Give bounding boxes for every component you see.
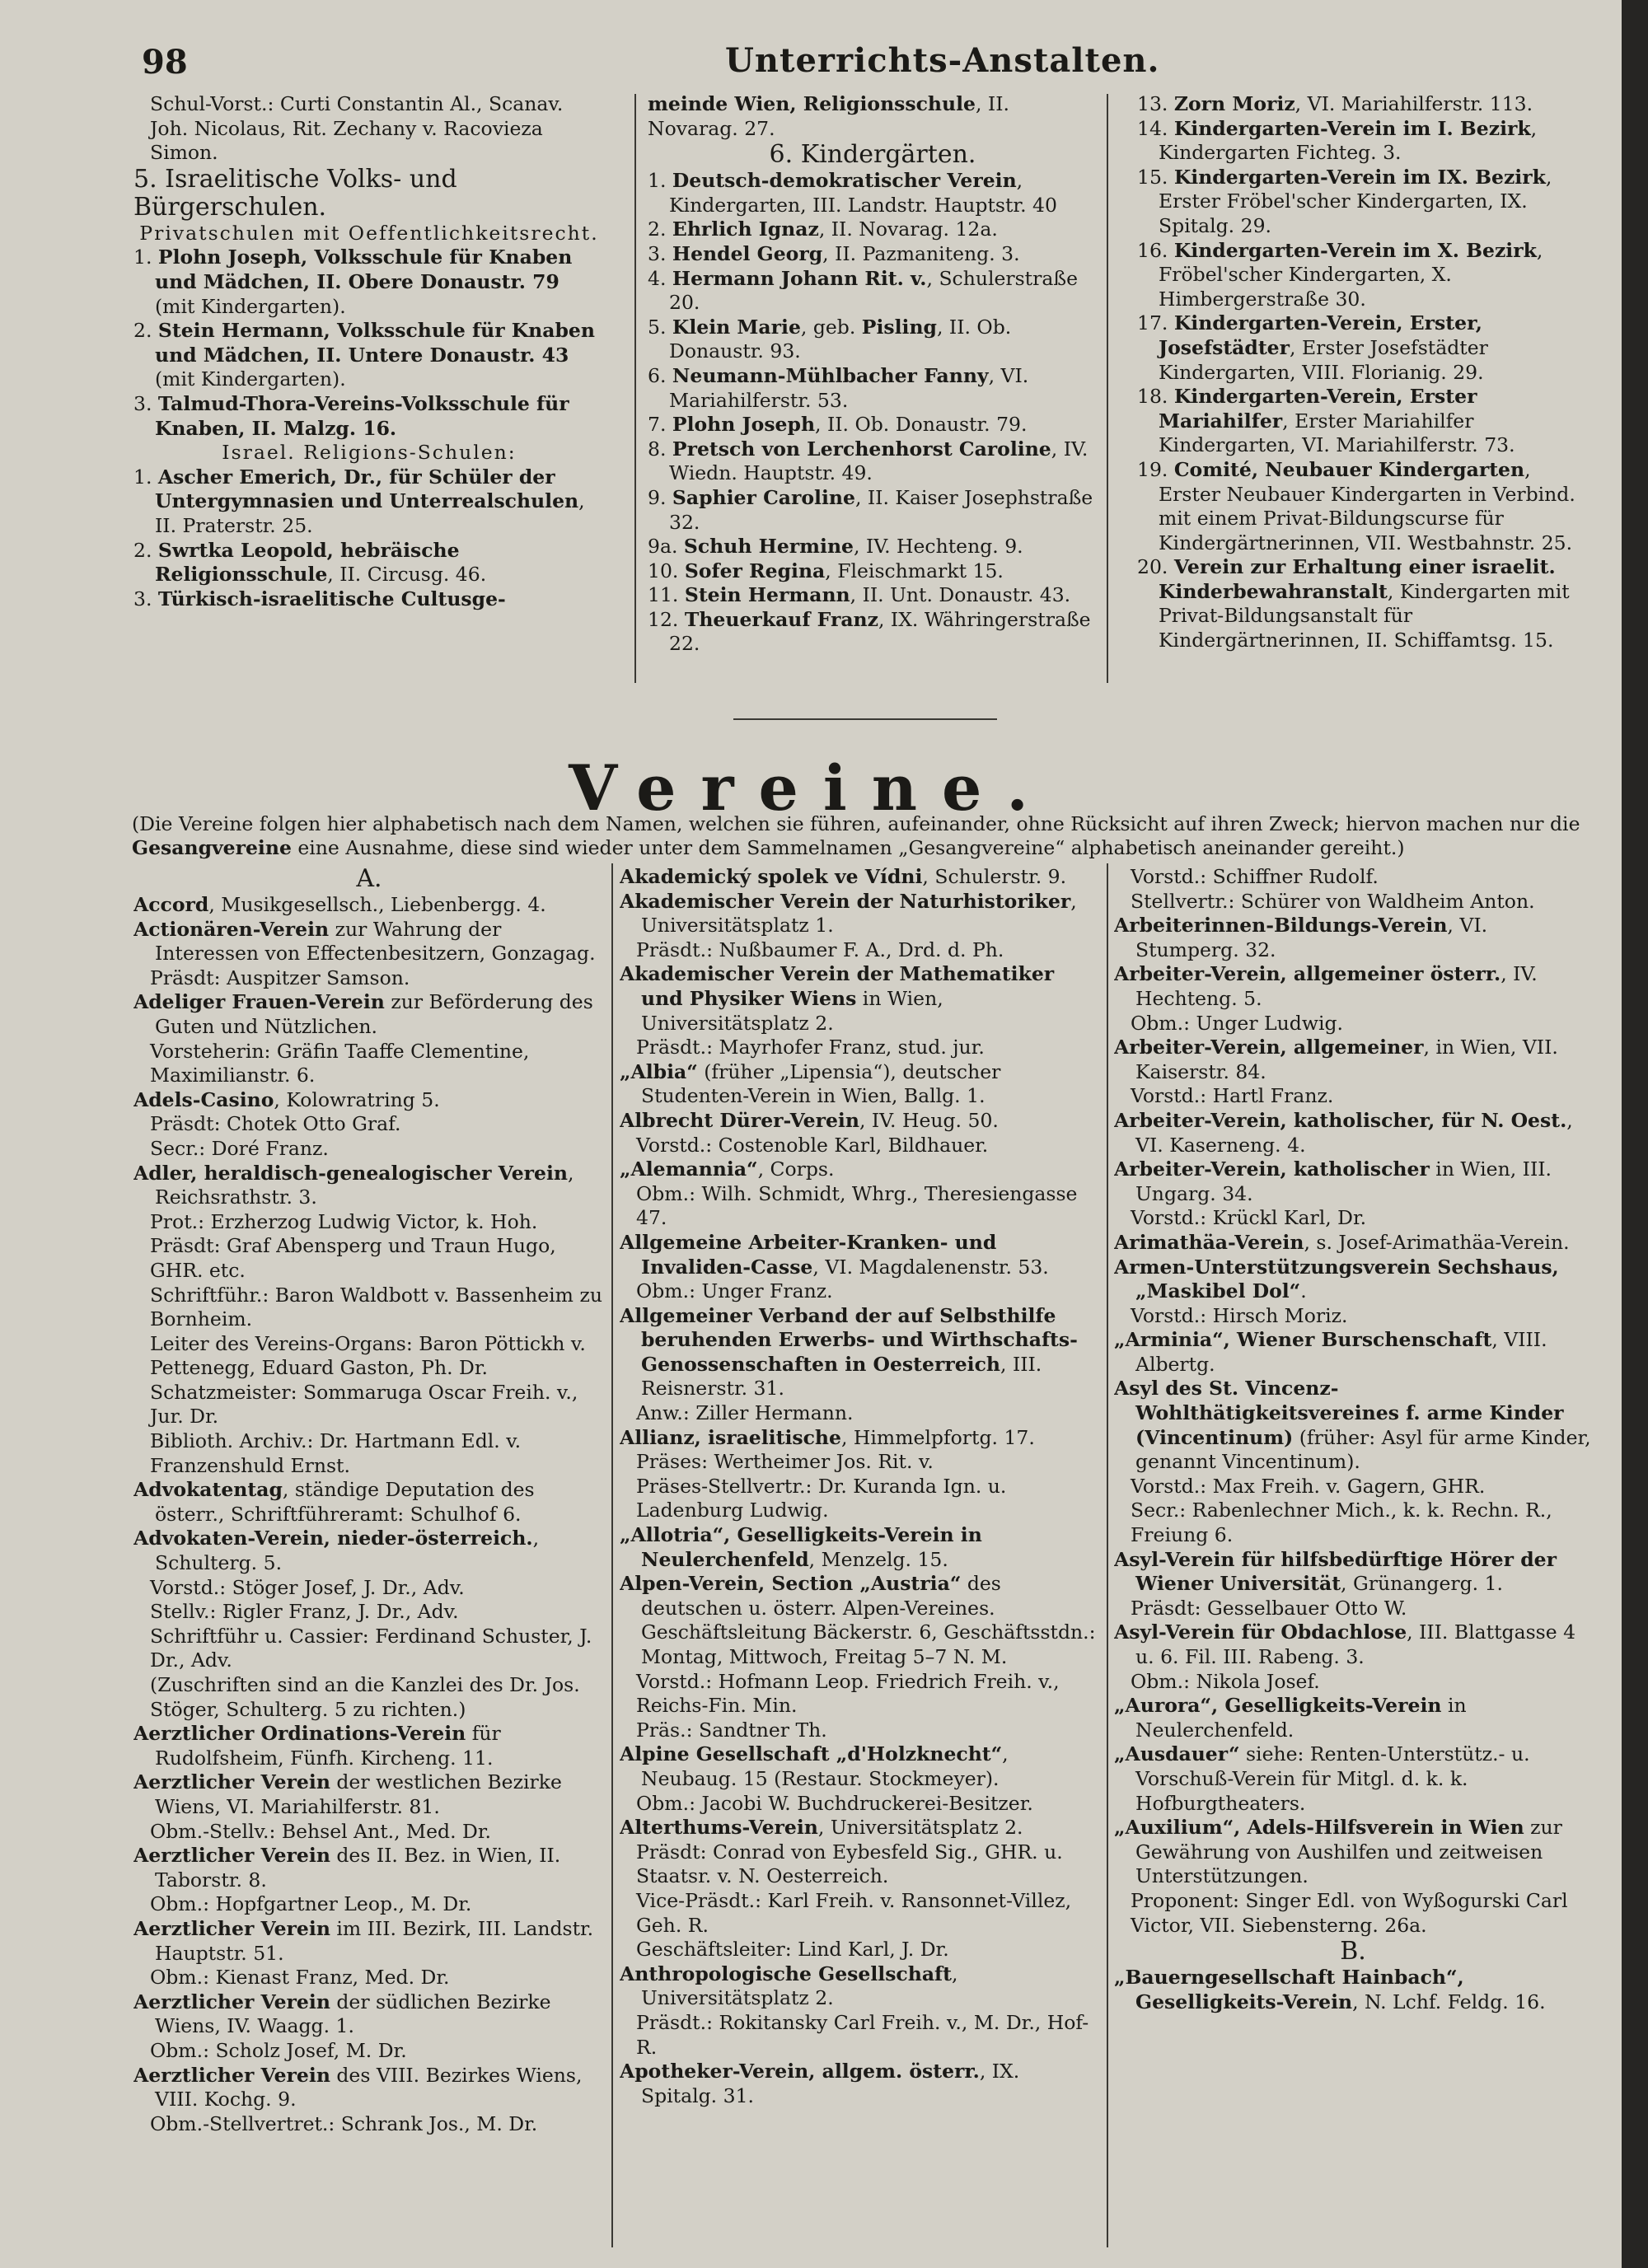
entry: Aerztlicher Verein der südlichen Bezirke Wiens, IV. Waagg. 1. — [133, 1990, 551, 2038]
entry: 11. Stein Hermann, II. Unt. Donaustr. 43. — [648, 583, 1071, 607]
entry: Schatzmeister: Sommaruga Oscar Freih. v., Jur. Dr. — [150, 1380, 578, 1429]
entry: 13. Zorn Moriz, VI. Mariahilferstr. 113. — [1137, 92, 1533, 115]
entry: Geschäftsleiter: Lind Karl, J. Dr. — [636, 1938, 949, 1962]
entry: Schul-Vorst.: Curti Constantin Al., Scanav. Joh. Nicolaus, Rit. Zechany v. Racoviezа Simon. — [150, 92, 564, 165]
entry: 2. Swrtka Leopold, hebräische Religionsschule, II. Circusg. 46. — [133, 538, 487, 587]
entry: A. — [356, 865, 382, 893]
entry: 3. Hendel Georg, II. Pazmaniteng. 3. — [648, 241, 1020, 265]
entry: 8. Pretsch von Lerchenhorst Caroline, IV. Wiedn. Hauptstr. 49. — [648, 437, 1089, 485]
entry: 3. Türkisch-israelitische Cultusge- — [133, 587, 506, 610]
entry: Vorsteherin: Gräfin Taaffe Clementine, Maximilianstr. 6. — [150, 1039, 530, 1087]
entry: Obm.: Hopfgartner Leop., M. Dr. — [150, 1892, 472, 1916]
entry: Präsdt.: Nußbaumer F. A., Drd. d. Ph. — [636, 938, 1004, 961]
column-vereine-a2 — [620, 865, 1101, 2249]
entry: Vorstd.: Stöger Josef, J. Dr., Adv. — [150, 1575, 465, 1599]
entry: Präsdt: Conrad von Eybesfeld Sig., GHR. u. Staatsr. v. N. Oesterreich. — [636, 1840, 1063, 1888]
entry: 16. Kindergarten-Verein im X. Bezirk, Fröbel'scher Kindergarten, X. Himbergerstraße 30. — [1137, 238, 1543, 311]
entry: Asyl des St. Vincenz-Wohlthätigkeitsvereines f. arme Kinder (Vincentinum) (früher: Asyl für arme Kinder, genannt Vincentinum). — [1114, 1377, 1591, 1474]
entry: Obm.: Wilh. Schmidt, Whrg., Theresiengasse 47. — [636, 1181, 1078, 1230]
entry: Anthropologische Gesellschaft, Universitätsplatz 2. — [620, 1962, 958, 2010]
entry: Allgemeine Arbeiter-Kranken- und Invaliden-Casse, VI. Magdalenenstr. 53. — [620, 1230, 1049, 1279]
entry: Accord, Musikgesellsch., Liebenbergg. 4. — [133, 893, 546, 916]
entry: Anw.: Ziller Hermann. — [636, 1401, 854, 1425]
entry: Alpen-Verein, Section „Austria“ des deutschen u. österr. Alpen-Vereines. Geschäftsleitung Bäckerstr. 6, Geschäftsstdn.: Montag, Mittwoch, Freitag 5–7 N. M. — [620, 1572, 1096, 1668]
binding-edge — [1622, 0, 1648, 2268]
entry: Arbeiter-Verein, katholischer in Wien, III. Ungarg. 34. — [1114, 1157, 1552, 1205]
entry: Obm.: Unger Ludwig. — [1131, 1011, 1343, 1035]
entry: Adler, heraldisch-genealogischer Verein, Reichsrathstr. 3. — [133, 1161, 574, 1209]
entry: Arbeiter-Verein, allgemeiner, in Wien, VII. Kaiserstr. 84. — [1114, 1036, 1558, 1083]
entry: Präsdt.: Mayrhofer Franz, stud. jur. — [636, 1036, 985, 1059]
section-title-vereine: Vereine. — [569, 751, 1053, 825]
entry: 19. Comité, Neubauer Kindergarten, Erster Neubauer Kindergarten in Verbind. mit einem Privat-Bildungscurse für Kindergärtnerinnen, VII. Westbahnstr. 25. — [1137, 457, 1575, 554]
entry: Präsdt: Gesselbauer Otto W. — [1131, 1596, 1407, 1620]
entry: „Albia“ (früher „Lipensia“), deutscher Studenten-Verein in Wien, Ballg. 1. — [620, 1059, 1001, 1108]
entry: Aerztlicher Verein des VIII. Bezirkes Wiens, VIII. Kochg. 9. — [133, 2063, 583, 2111]
column-divider — [611, 863, 613, 2247]
entry: Obm.: Jacobi W. Buchdruckerei-Besitzer. — [636, 1791, 1033, 1815]
entry: 1. Ascher Emerich, Dr., für Schüler der Untergymnasien und Unterrealschulen, II. Praterstr. 25. — [133, 465, 585, 537]
entry: „Arminia“, Wiener Burschenschaft, VIII. Albertg. — [1114, 1328, 1547, 1376]
entry: Adels-Casino, Kolowratring 5. — [133, 1087, 440, 1111]
entry: 4. Hermann Johann Rit. v., Schulerstraße 20. — [648, 266, 1078, 315]
entry: „Bauerngesellschaft Hainbach“, Geselligkeits-Verein, N. Lchf. Feldg. 16. — [1114, 1966, 1546, 2013]
entry: Apotheker-Verein, allgem. österr., IX. Spitalg. 31. — [620, 2060, 1020, 2107]
entry: 9a. Schuh Hermine, IV. Hechteng. 9. — [648, 535, 1023, 559]
entry: Secr.: Rabenlechner Mich., k. k. Rechn. R., Freiung 6. — [1131, 1499, 1552, 1547]
entry: Vice-Präsdt.: Karl Freih. v. Ransonnet-Villez, Geh. R. — [636, 1888, 1072, 1937]
entry: 1. Plohn Joseph, Volksschule für Knaben und Mädchen, II. Obere Donaustr. 79 (mit Kindergarten). — [133, 246, 573, 318]
entry: meinde Wien, Religionsschule, II. Novarag. 27. — [648, 92, 1009, 140]
page-number: 98 — [142, 43, 188, 82]
entry: Advokatentag, ständige Deputation des österr., Schriftführeramt: Schulhof 6. — [133, 1478, 535, 1526]
entry: Präses: Wertheimer Jos. Rit. v. — [636, 1450, 934, 1474]
entry: Arimathäa-Verein, s. Josef-Arimathäa-Verein. — [1114, 1230, 1570, 1254]
vereine-intro-note — [132, 812, 1590, 860]
entry: 3. Talmud-Thora-Vereins-Volksschule für Knaben, II. Malzg. 16. — [133, 391, 569, 440]
entry: B. — [1340, 1937, 1366, 1966]
entry: Präsdt: Chotek Otto Graf. — [150, 1112, 401, 1136]
entry: 1. Deutsch-demokratischer Verein, Kindergarten, III. Landstr. Hauptstr. 40 — [648, 169, 1057, 217]
entry: 2. Ehrlich Ignaz, II. Novarag. 12a. — [648, 217, 998, 241]
entry: 15. Kindergarten-Verein im IX. Bezirk, Erster Fröbel'scher Kindergarten, IX. Spitalg. 29. — [1137, 165, 1552, 237]
intro-text: (Die Vereine folgen hier alphabetisch nach dem Namen, welchen sie führen, aufeinander, ohne Rücksicht auf ihren Zweck; hiervon machen nur die Gesangvereine eine Ausnahme, diese sind wieder unter dem Sammelnamen „Gesangvereine“ alphabetisch aneinander gereiht.) — [132, 812, 1580, 859]
entry: 14. Kindergarten-Verein im I. Bezirk, Kindergarten Fichteg. 3. — [1137, 116, 1538, 165]
entry: 17. Kindergarten-Verein, Erster, Josefstädter, Erster Josefstädter Kindergarten, VIII. Florianig. 29. — [1137, 311, 1488, 384]
entry: 5. Klein Marie, geb. Pisling, II. Ob. Donaustr. 93. — [648, 315, 1012, 363]
entry: Aerztlicher Ordinations-Verein für Rudolfsheim, Fünfh. Kircheng. 11. — [133, 1722, 501, 1770]
entry: Secr.: Doré Franz. — [150, 1136, 329, 1160]
column-divider — [634, 94, 636, 683]
column-israelitische-schulen — [133, 92, 605, 685]
entry: 20. Verein zur Erhaltung einer israelit. Kinderbewahranstalt, Kindergarten mit Privat-Bildungsanstalt für Kindergärtnerinnen, II. Schiffamtsg. 15. — [1137, 555, 1570, 652]
entry: Vorstd.: Krückl Karl, Dr. — [1131, 1206, 1367, 1230]
entry: „Ausdauer“ siehe: Renten-Unterstütz.- u. Vorschuß-Verein für Mitgl. d. k. k. Hofburgtheaters. — [1114, 1742, 1530, 1815]
entry: Allianz, israelitische, Himmelpfortg. 17. — [620, 1425, 1035, 1449]
entry: Advokaten-Verein, nieder-österreich., Schulterg. 5. — [133, 1527, 540, 1575]
entry: Leiter des Vereins-Organs: Baron Pöttickh v. Pettenegg, Eduard Gaston, Ph. Dr. — [150, 1331, 586, 1380]
entry: 9. Saphier Caroline, II. Kaiser Josephstraße 32. — [648, 485, 1093, 534]
column-kindergarten-vereine — [1137, 92, 1590, 685]
entry: Präsdt.: Rokitansky Carl Freih. v., M. Dr., Hof-R. — [636, 2010, 1089, 2059]
entry: Biblioth. Archiv.: Dr. Hartmann Edl. v. Franzenshuld Ernst. — [150, 1429, 522, 1477]
entry: Schriftführ.: Baron Waldbott v. Bassenheim zu Bornheim. — [150, 1283, 602, 1331]
entry: Schriftführ u. Cassier: Ferdinand Schuster, J. Dr., Adv. — [150, 1624, 592, 1672]
entry: Albrecht Dürer-Verein, IV. Heug. 50. — [620, 1108, 999, 1132]
entry: Präses-Stellvertr.: Dr. Kuranda Ign. u. Ladenburg Ludwig. — [636, 1474, 1007, 1522]
entry: Aerztlicher Verein im III. Bezirk, III. Landstr. Hauptstr. 51. — [133, 1916, 594, 1965]
entry: Vorstd.: Schiffner Rudolf. — [1131, 865, 1379, 888]
entry: Obm.: Nikola Josef. — [1131, 1669, 1320, 1693]
entry: Vorstd.: Costenoble Karl, Bildhauer. — [636, 1133, 989, 1157]
entry: Allgemeiner Verband der auf Selbsthilfe beruhenden Erwerbs- und Wirthschafts-Genossenschaften in Oesterreich, III. Reisnerstr. 31. — [620, 1303, 1078, 1401]
entry: Asyl-Verein für hilfsbedürftige Hörer der Wiener Universität, Grünangerg. 1. — [1114, 1547, 1557, 1596]
entry: Stellv.: Rigler Franz, J. Dr., Adv. — [150, 1600, 459, 1624]
page-title: Unterrichts-Anstalten. — [725, 41, 1160, 80]
column-divider — [1107, 863, 1108, 2247]
entry: Obm.: Unger Franz. — [636, 1279, 833, 1303]
entry: Vorstd.: Hofmann Leop. Friedrich Freih. v., Reichs-Fin. Min. — [636, 1669, 1060, 1718]
entry: Proponent: Singer Edl. von Wyßogurski Carl Victor, VII. Siebensterng. 26a. — [1131, 1888, 1568, 1937]
entry: Arbeiter-Verein, katholischer, für N. Oest., VI. Kaserneng. 4. — [1114, 1108, 1573, 1157]
entry: Präs.: Sandtner Th. — [636, 1718, 827, 1742]
entry: „Allotria“, Geselligkeits-Verein in Neulerchenfeld, Menzelg. 15. — [620, 1523, 982, 1571]
entry: Obm.-Stellvertret.: Schrank Jos., M. Dr. — [150, 2111, 538, 2135]
column-divider — [1107, 94, 1108, 683]
entry: Adeliger Frauen-Verein zur Beförderung des Guten und Nützlichen. — [133, 990, 593, 1038]
section-divider — [733, 718, 997, 720]
entry: Akademický spolek ve Vídni, Schulerstr. 9. — [620, 865, 1067, 888]
entry: Vorstd.: Hartl Franz. — [1131, 1084, 1334, 1108]
entry: 6. Kindergärten. — [769, 140, 976, 170]
column-vereine-a3-b — [1114, 865, 1592, 2249]
entry: Alpine Gesellschaft „d'Holzknecht“, Neubaug. 15 (Restaur. Stockmeyer). — [620, 1742, 1009, 1790]
entry: Armen-Unterstützungsverein Sechshaus, „Maskibel Dol“. — [1114, 1255, 1559, 1303]
entry: Obm.: Kienast Franz, Med. Dr. — [150, 1966, 450, 1990]
entry: Stellvertr.: Schürer von Waldheim Anton. — [1131, 889, 1535, 913]
entry: 5. Israelitische Volks- und Bürgerschulen. — [133, 164, 457, 222]
column-kindergaerten — [648, 92, 1098, 685]
entry: 6. Neumann-Mühlbacher Fanny, VI. Mariahilferstr. 53. — [648, 363, 1029, 412]
entry: Privatschulen mit Oeffentlichkeitsrecht. — [139, 221, 599, 245]
entry: Aerztlicher Verein der westlichen Bezirke Wiens, VI. Mariahilferstr. 81. — [133, 1770, 562, 1818]
entry: Obm.: Scholz Josef, M. Dr. — [150, 2038, 407, 2062]
entry: Präsdt: Auspitzer Samson. — [150, 966, 410, 989]
entry: 2. Stein Hermann, Volksschule für Knaben und Mädchen, II. Untere Donaustr. 43 (mit Kindergarten). — [133, 319, 595, 391]
entry: 18. Kindergarten-Verein, Erster Mariahilfer, Erster Mariahilfer Kindergarten, VI. Mariahilferstr. 73. — [1137, 385, 1515, 457]
entry: Aerztlicher Verein des II. Bez. in Wien, II. Taborstr. 8. — [133, 1844, 561, 1892]
entry: 10. Sofer Regina, Fleischmarkt 15. — [648, 559, 1004, 582]
entry: Asyl-Verein für Obdachlose, III. Blattgasse 4 u. 6. Fil. III. Rabeng. 3. — [1114, 1620, 1576, 1668]
entry: Israel. Religions-Schulen: — [222, 441, 517, 465]
entry: Prot.: Erzherzog Ludwig Victor, k. Hoh. — [150, 1209, 538, 1233]
entry: 12. Theuerkauf Franz, IX. Währingerstraße 22. — [648, 607, 1091, 656]
entry: Actionären-Verein zur Wahrung der Interessen von Effectenbesitzern, Gonzagag. — [133, 917, 596, 966]
entry: Präsdt: Graf Abensperg und Traun Hugo, GHR. etc. — [150, 1234, 556, 1282]
entry: Akademischer Verein der Naturhistoriker, Universitätsplatz 1. — [620, 889, 1077, 938]
entry: Vorstd.: Max Freih. v. Gagern, GHR. — [1131, 1474, 1486, 1498]
entry: Alterthums-Verein, Universitätsplatz 2. — [620, 1816, 1023, 1840]
page-header — [0, 40, 1622, 97]
entry: „Alemannia“, Corps. — [620, 1157, 835, 1181]
entry: Vorstd.: Hirsch Moriz. — [1131, 1303, 1348, 1327]
column-vereine-a1 — [133, 865, 605, 2249]
entry: „Aurora“, Geselligkeits-Verein in Neulerchenfeld. — [1114, 1694, 1467, 1742]
entry: Arbeiter-Verein, allgemeiner österr., IV. Hechteng. 5. — [1114, 962, 1538, 1010]
entry: Arbeiterinnen-Bildungs-Verein, VI. Stumperg. 32. — [1114, 914, 1488, 961]
entry: 7. Plohn Joseph, II. Ob. Donaustr. 79. — [648, 413, 1028, 437]
entry: Obm.-Stellv.: Behsel Ant., Med. Dr. — [150, 1819, 491, 1843]
entry: (Zuschriften sind an die Kanzlei des Dr. Jos. Stöger, Schulterg. 5 zu richten.) — [150, 1673, 580, 1721]
entry: „Auxilium“, Adels-Hilfsverein in Wien zur Gewährung von Aushilfen und zeitweisen Unterstützungen. — [1114, 1816, 1562, 1888]
entry: Akademischer Verein der Mathematiker und Physiker Wiens in Wien, Universitätsplatz 2. — [620, 962, 1055, 1035]
